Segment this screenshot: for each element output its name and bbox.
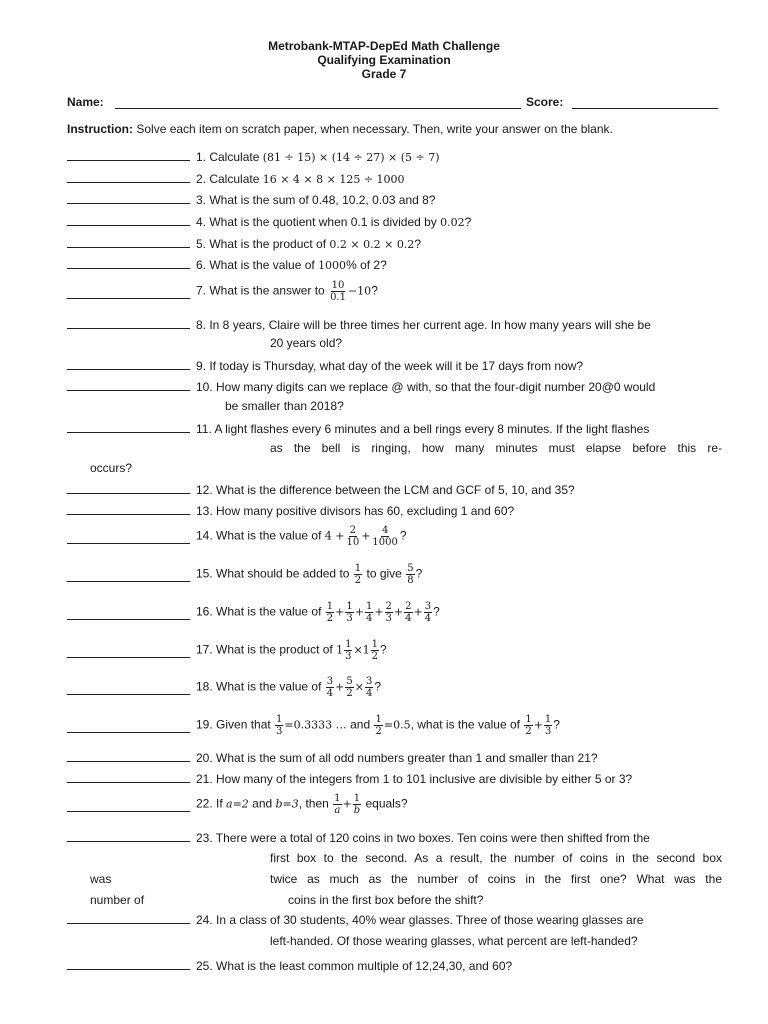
score-label: Score: [526, 95, 564, 109]
question-text: 17. What is the product of 1 $\frac{1}{3}$ ×1 $\frac{1}{2}$ ? [196, 639, 387, 662]
question-text: 4. What is the quotient when 0.1 is divided by 0.02? [196, 215, 472, 229]
question-text: 14. What is the value of 4 + $\frac{2}{10}$ + $\frac{4}{1000}$ ? [196, 525, 407, 548]
question-8 [0, 314, 768, 334]
question-24 [0, 909, 768, 929]
fraction: $\frac{1}{2}$ [525, 714, 532, 737]
question-text: 7. What is the answer to $\frac{10}{0.1}$ −10? [196, 280, 378, 303]
question-23-continuation: first box to the second. As a result, the number of coins in the second box [270, 851, 722, 865]
question-14 [0, 525, 768, 549]
exam-title: Metrobank-MTAP-DepEd Math Challenge [268, 39, 500, 53]
score-field[interactable] [572, 108, 718, 109]
question-16 [0, 601, 768, 625]
fraction: $\frac{1}{2}$ [375, 714, 382, 737]
question-text: 25. What is the least common multiple of 12,24,30, and 60? [196, 959, 513, 973]
question-12 [0, 479, 768, 499]
fraction: $\frac{3}{4}$ [424, 601, 432, 624]
question-17 [0, 639, 768, 663]
fraction: $\frac{1}{3}$ [544, 714, 552, 737]
question-2 [0, 168, 768, 188]
fraction: $\frac{3}{4}$ [326, 676, 334, 699]
answer-blank[interactable] [67, 732, 190, 733]
answer-blank[interactable] [67, 225, 190, 226]
question-25 [0, 955, 768, 975]
question-text: 8. In 8 years, Claire will be three times her current age. In how many years will she be [196, 318, 651, 332]
fraction: $\frac{1}{3}$ [346, 601, 353, 624]
question-text: 23. There were a total of 120 coins in two boxes. Ten coins were then shifted from the [196, 831, 650, 845]
answer-blank[interactable] [67, 619, 190, 620]
question-text: 9. If today is Thursday, what day of the week will it be 17 days from now? [196, 359, 584, 373]
question-11-continuation-2: occurs? [90, 461, 133, 475]
answer-blank[interactable] [67, 969, 190, 970]
question-text: 12. What is the difference between the LCM and GCF of 5, 10, and 35? [196, 483, 575, 497]
answer-blank[interactable] [67, 514, 190, 515]
fraction: $\frac{1}{2}$ [371, 639, 379, 662]
answer-blank[interactable] [67, 369, 190, 370]
answer-blank[interactable] [67, 811, 190, 812]
answer-blank[interactable] [67, 657, 190, 658]
question-text: 10. How many digits can we replace @ with, so that the four-digit number 20@0 would [196, 380, 656, 394]
question-11 [0, 418, 768, 438]
question-20 [0, 747, 768, 767]
fraction: $\frac{1}{a}$ [334, 793, 341, 816]
answer-blank[interactable] [67, 182, 190, 183]
answer-blank[interactable] [67, 493, 190, 494]
fraction: $\frac{3}{4}$ [365, 676, 373, 699]
fraction: $\frac{1}{3}$ [345, 639, 352, 662]
name-label: Name: [67, 95, 104, 109]
question-text: 13. How many positive divisors has 60, excluding 1 and 60? [196, 504, 515, 518]
question-text: 2. Calculate 16 × 4 × 8 × 125 ÷ 1000 [196, 172, 405, 186]
question-text: 19. Given that $\frac{1}{3}$ =0.3333 … and $\frac{1}{2}$ =0.5, what is the value of $\frac{1}{2}$ + $\frac{1}{3}$ ? [196, 714, 560, 737]
answer-blank[interactable] [67, 247, 190, 248]
question-11-continuation: as the bell is ringing, how many minutes must elapse before this re- [270, 441, 722, 455]
question-23-continuation-2: twice as much as the number of coins in the first one? What was the [270, 872, 722, 886]
answer-blank[interactable] [67, 268, 190, 269]
answer-blank[interactable] [67, 923, 190, 924]
question-text: 22. If a=2 and b=3, then $\frac{1}{a}$ + $\frac{1}{b}$ equals? [196, 793, 408, 816]
answer-blank[interactable] [67, 203, 190, 204]
question-23-continuation-3: coins in the first box before the shift? [288, 893, 484, 907]
question-5 [0, 233, 768, 253]
fraction: $\frac{4}{1000}$ [372, 525, 398, 548]
exam-subtitle: Qualifying Examination [317, 53, 451, 67]
fraction: $\frac{2}{3}$ [385, 601, 392, 624]
question-19 [0, 714, 768, 738]
question-9 [0, 355, 768, 375]
question-24-continuation: left-handed. Of those wearing glasses, what percent are left-handed? [270, 934, 638, 948]
fraction: $\frac{2}{10}$ [346, 525, 360, 548]
fraction: $\frac{1}{4}$ [365, 601, 373, 624]
answer-blank[interactable] [67, 694, 190, 695]
fraction: $\frac{1}{2}$ [326, 601, 334, 624]
question-7 [0, 280, 768, 304]
question-8-continuation: 20 years old? [270, 336, 343, 350]
fraction: $\frac{1}{2}$ [354, 563, 362, 586]
question-text: 11. A light flashes every 6 minutes and a bell rings every 8 minutes. If the light flashes [196, 422, 650, 436]
question-text: 15. What should be added to $\frac{1}{2}$ to give $\frac{5}{8}$ ? [196, 563, 423, 586]
question-10-continuation: be smaller than 2018? [225, 399, 344, 413]
question-23 [0, 827, 768, 847]
fraction: $\frac{10}{0.1}$ [330, 280, 346, 303]
fraction: $\frac{1}{3}$ [276, 714, 283, 737]
fraction: $\frac{1}{b}$ [353, 793, 361, 816]
question-13 [0, 500, 768, 520]
question-4 [0, 211, 768, 231]
question-15 [0, 563, 768, 587]
question-1 [0, 146, 768, 166]
answer-blank[interactable] [67, 432, 190, 433]
answer-blank[interactable] [67, 761, 190, 762]
answer-blank[interactable] [67, 298, 190, 299]
question-23-was: was [90, 872, 112, 886]
question-text: 5. What is the product of 0.2 × 0.2 × 0.2? [196, 237, 421, 251]
question-text: 3. What is the sum of 0.48, 10.2, 0.03 and 8? [196, 193, 436, 207]
question-text: 6. What is the value of 1000% of 2? [196, 258, 387, 272]
answer-blank[interactable] [67, 328, 190, 329]
grade-label: Grade 7 [361, 67, 407, 81]
question-10 [0, 376, 768, 396]
question-text: 16. What is the value of $\frac{1}{2}$ + $\frac{1}{3}$ + $\frac{1}{4}$ + $\frac{2}{3}$ + $\frac{2}{4}$ + $\frac{3}{4}$ ? [196, 601, 440, 624]
question-text: 21. How many of the integers from 1 to 101 inclusive are divisible by either 5 or 3? [196, 772, 633, 786]
answer-blank[interactable] [67, 782, 190, 783]
fraction: $\frac{5}{2}$ [346, 676, 353, 699]
answer-blank[interactable] [67, 390, 190, 391]
answer-blank[interactable] [67, 581, 190, 582]
answer-blank[interactable] [67, 543, 190, 544]
question-6 [0, 254, 768, 274]
instruction-label: Instruction: [67, 122, 133, 136]
question-22 [0, 793, 768, 817]
instruction-text: Solve each item on scratch paper, when necessary. Then, write your answer on the blank. [136, 122, 613, 136]
question-3 [0, 189, 768, 209]
instruction [67, 122, 613, 136]
question-text: 1. Calculate (81 ÷ 15) × (14 ÷ 27) × (5 ÷ 7) [196, 150, 440, 164]
fraction: $\frac{2}{4}$ [405, 601, 412, 624]
answer-blank[interactable] [67, 841, 190, 842]
name-field[interactable] [115, 108, 521, 109]
answer-blank[interactable] [67, 160, 190, 161]
question-21 [0, 768, 768, 788]
fraction: $\frac{5}{8}$ [407, 563, 414, 586]
question-text: 24. In a class of 30 students, 40% wear glasses. Three of those wearing glasses are [196, 913, 644, 927]
question-18 [0, 676, 768, 700]
question-23-number-of: number of [90, 893, 145, 907]
question-text: 18. What is the value of $\frac{3}{4}$ + $\frac{5}{2}$ × $\frac{3}{4}$ ? [196, 676, 381, 699]
question-text: 20. What is the sum of all odd numbers greater than 1 and smaller than 21? [196, 751, 598, 765]
